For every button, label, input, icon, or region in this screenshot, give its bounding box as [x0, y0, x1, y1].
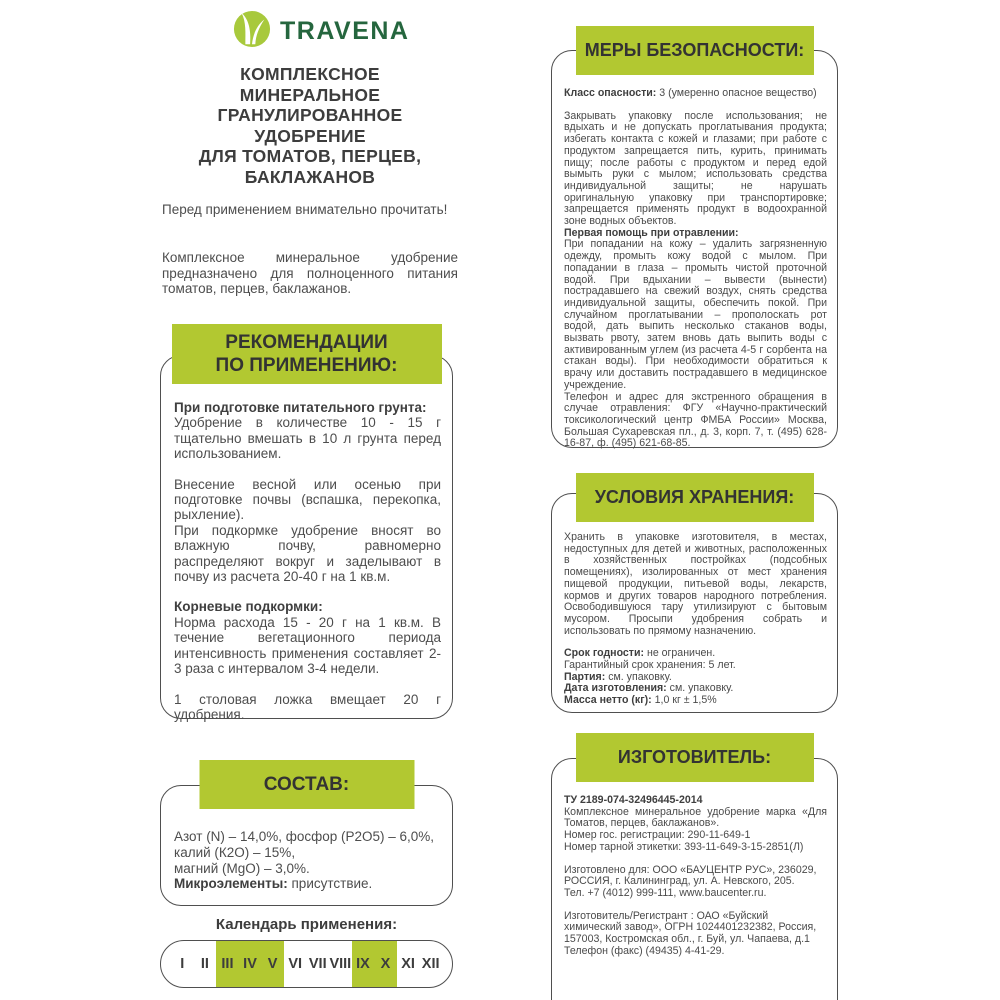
- production-date-value: см. упаковку.: [666, 682, 734, 695]
- product-title-line: УДОБРЕНИЕ: [254, 125, 366, 146]
- product-title-line: МИНЕРАЛЬНОЕ: [239, 84, 381, 105]
- storage-conditions-text: Хранить в упаковке изготовителя, в местах, недоступных для детей и животных, расположенных в хозяйственных постройках (подсобных помещениях), изолированных от мест хранения пищевой продукции, питьевой воды, лекарств, кормов и других товаров народного потребления. Освободившуюся тару утилизируют с бытовым мусором. Просыпи удобрения собрать и использовать по прямому назначению.: [564, 531, 827, 637]
- root-feeding-text: Норма расхода 15 - 20 г на 1 кв.м. В течение вегетационного периода интенсивность применения составляет 2-3 раза с интервалом 3-4 недели.: [174, 614, 441, 677]
- top-dressing-text: При подкормке удобрение вносят во влажную почву, равномерно распределяют вокруг и заделывают в почву из расчета 20-40 г на 1 кв.м.: [174, 522, 441, 585]
- composition-panel: [160, 773, 453, 906]
- made-for-phone-line: Тел. +7 (4012) 999-111, www.baucenter.ru.: [564, 886, 767, 899]
- composition-line: магний (MgO) – 3,0%.: [174, 860, 310, 876]
- root-feeding-section: [174, 599, 441, 676]
- storage-header: УСЛОВИЯ ХРАНЕНИЯ:: [576, 473, 814, 522]
- composition-micro: [174, 876, 441, 892]
- emergency-contact-text: Телефон и адрес для экстренного обращения в случае отравления: ФГУ «Научно-практический токсикологический центр ФМБА России» Москва, Большая Сухаревская пл., д. 3, корп. 7, т. (495) 628-16-87, ф. (495) 621-68-85.: [564, 390, 827, 450]
- composition-line: Азот (N) – 14,0%, фосфор (P2O5) – 6,0%,: [174, 829, 435, 844]
- safety-panel: [551, 40, 838, 450]
- batch-label: Партия:: [564, 670, 606, 683]
- state-registration-line: Номер гос. регистрации: 290-11-649-1: [564, 829, 751, 842]
- recommendations-panel: [160, 332, 453, 722]
- tu-number: ТУ 2189-074-32496445-2014: [564, 794, 703, 806]
- composition-header: СОСТАВ:: [199, 760, 414, 809]
- spring-autumn-text: Внесение весной или осенью при подготовке почвы (вспашка, перекопка, рыхление).: [174, 476, 441, 523]
- calendar-month-highlighted: IV: [239, 941, 262, 987]
- calendar-month: XI: [401, 956, 415, 972]
- calendar-month-highlighted: V: [261, 941, 284, 987]
- first-aid-text: При попадании на кожу – удалить загрязненную одежду, промыть кожу водой с мылом. При попадании в глаза – промыть чистой проточной водой. При вдыхании – вывести (вынести) пострадавшего на свежий воздух, снять средства индивидуальной защиты, обеспечить покой. При случайном проглатывании – прополоскать рот водой, дать выпить несколько стаканов воды, вызвать рвоту, затем вновь дать выпить воды с активированным углем (из расчета 4-5 г сорбента на стакан воды). При необходимости обратиться к врачу или доставить пострадавшего в медицинское учреждение.: [564, 238, 827, 391]
- root-feeding-title: Корневые подкормки:: [174, 599, 323, 615]
- hazard-class-line: [564, 88, 827, 100]
- calendar-month: XII: [421, 956, 440, 972]
- first-aid-label: Первая помощь при отравлении:: [564, 226, 739, 239]
- micro-label: Микроэлементы:: [174, 876, 288, 892]
- calendar-month: VIII: [329, 956, 352, 972]
- micro-value: присутствие.: [287, 876, 373, 892]
- production-date-label: Дата изготовления:: [564, 682, 667, 695]
- product-description: Комплексное минеральное удобрение предназначено для полноценного питания томатов, перцев, баклажанов.: [162, 250, 458, 296]
- product-mark-text: Комплексное минеральное удобрение марка «Для Томатов, перцев, баклажанов».: [564, 805, 827, 830]
- hazard-class-label: Класс опасности:: [564, 87, 657, 99]
- storage-panel: [551, 487, 838, 713]
- warranty-line: Гарантийный срок хранения: 5 лет.: [564, 659, 736, 672]
- calendar-month-highlighted: X: [374, 941, 397, 987]
- calendar-month: I: [180, 956, 185, 972]
- net-mass-label: Масса нетто (кг):: [564, 694, 652, 707]
- calendar-month: II: [200, 956, 209, 972]
- calendar-month: VI: [288, 956, 303, 972]
- grass-leaves-icon: [233, 10, 271, 48]
- registrant-phone-line: Телефон (факс) (49435) 4-41-29.: [564, 944, 725, 957]
- net-mass-line: [564, 695, 827, 707]
- product-title-line: БАКЛАЖАНОВ: [244, 166, 376, 187]
- calendar-title: Календарь применения:: [215, 916, 398, 933]
- recommendations-header-line: РЕКОМЕНДАЦИИ: [225, 332, 388, 353]
- read-before-use-note: Перед применением внимательно прочитать!: [162, 202, 448, 217]
- hazard-class-value: 3 (умеренно опасное вещество): [656, 87, 817, 99]
- soil-preparation-title: При подготовке питательного грунта:: [174, 400, 427, 415]
- safety-precautions-text: Закрывать упаковку после использования; не вдыхать и не допускать проглатывания продукта; избегать контакта с кожей и глазами; при работе с продуктом запрещается пить, курить, принимать пищу; после работы с продуктом и перед едой вымыть руки с мылом; использовать средства индивидуальной защиты; не нарушать оригинальную упаковку при транспортировке; запрещается применять продукт в водоохранной зоне водных объектов.: [564, 109, 827, 228]
- product-title: [135, 64, 485, 187]
- label-number-line: Номер тарной этикетки: 393-11-649-3-15-2851(Л): [564, 840, 804, 853]
- calendar-month-highlighted: IX: [352, 941, 375, 987]
- product-title-line: КОМПЛЕКСНОЕ: [240, 64, 380, 84]
- soil-preparation-section: [174, 400, 441, 462]
- recommendations-header-line: ПО ПРИМЕНЕНИЮ:: [215, 355, 398, 376]
- soil-preparation-text: Удобрение в количестве 10 - 15 г тщательно вмешать в 10 л грунта перед использованием.: [174, 415, 441, 462]
- manufacturer-header: ИЗГОТОВИТЕЛЬ:: [576, 733, 814, 782]
- calendar-month: VII: [308, 956, 327, 972]
- calendar-month-highlighted: III: [216, 941, 239, 987]
- recommendations-header: [172, 324, 442, 384]
- application-calendar: [160, 940, 453, 988]
- brand-name: TRAVENA: [280, 16, 410, 45]
- made-for-line: Изготовлено для: ООО «БАУЦЕНТР РУС», 236029, РОССИЯ, г. Калининград, ул. А. Невского, 205.: [564, 863, 817, 888]
- composition-line: калий (К2О) – 15%,: [174, 844, 296, 860]
- shelf-life-label: Срок годности:: [564, 647, 645, 660]
- brand-logo: [233, 10, 409, 48]
- product-title-line: ГРАНУЛИРОВАННОЕ: [217, 105, 403, 125]
- manufacturer-panel: [551, 747, 838, 1000]
- registrant-line: Изготовитель/Регистрант : ОАО «Буйский химический завод», ОГРН 1024401232382, Россия, 157003, Костромская обл., г. Буй, ул. Чапаева, д.1: [564, 909, 817, 946]
- product-title-line: ДЛЯ ТОМАТОВ, ПЕРЦЕВ,: [198, 146, 422, 166]
- safety-header: МЕРЫ БЕЗОПАСНОСТИ:: [576, 26, 814, 75]
- shelf-life-value: не ограничен.: [644, 647, 716, 660]
- batch-value: см. упаковку.: [605, 670, 672, 683]
- net-mass-value: 1,0 кг ± 1,5%: [651, 694, 717, 707]
- spoon-note: 1 столовая ложка вмещает 20 г удобрения.: [174, 691, 441, 722]
